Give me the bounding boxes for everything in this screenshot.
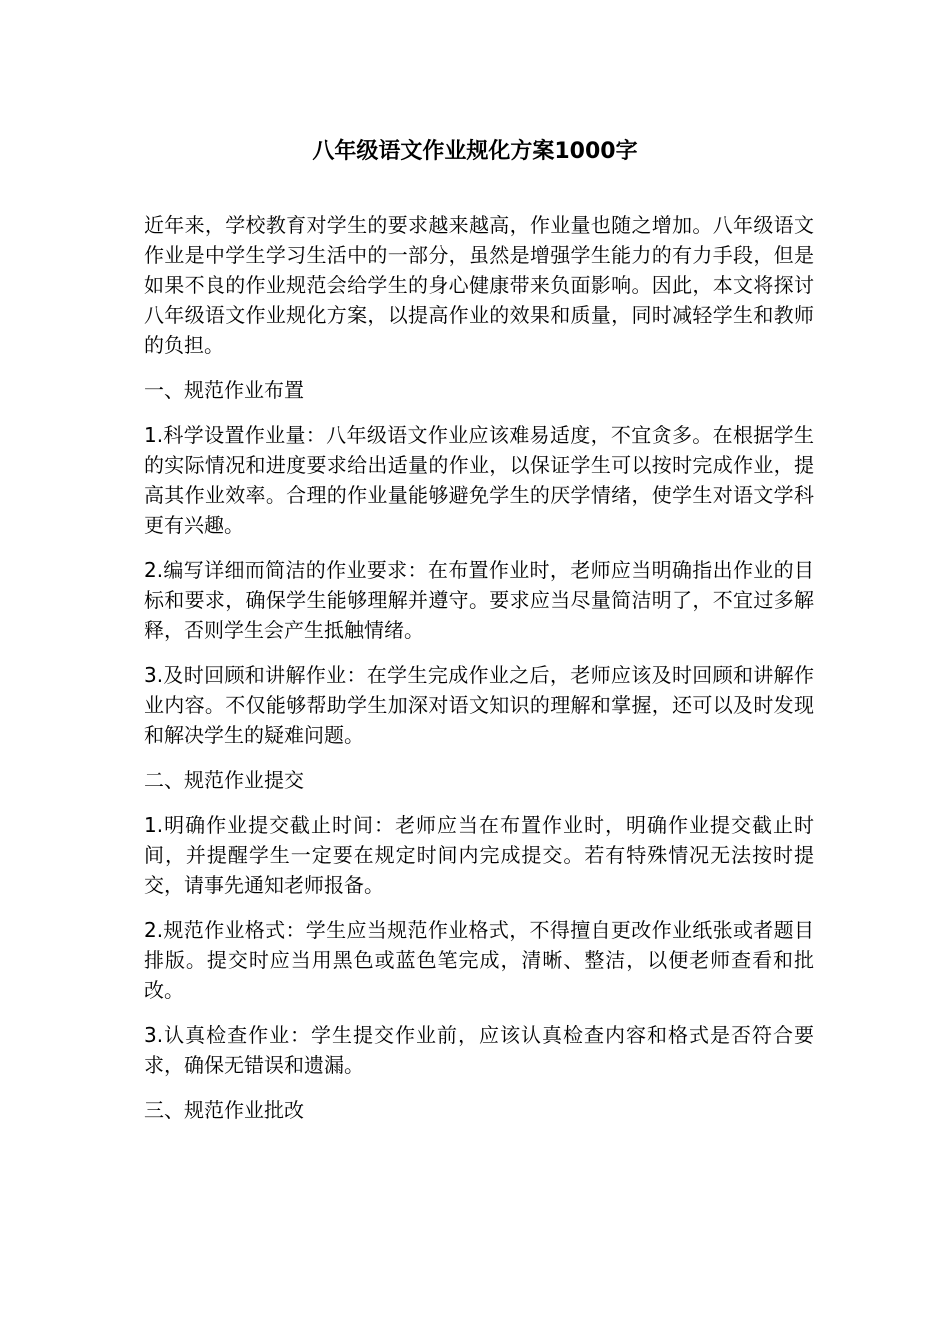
section-2-item-1: 1.明确作业提交截止时间：老师应当在布置作业时，明确作业提交截止时间，并提醒学生一定要在规定时间内完成提交。若有特殊情况无法按时提交，请事先通知老师报备。 <box>144 813 814 897</box>
section-2-item-3: 3.认真检查作业：学生提交作业前，应该认真检查内容和格式是否符合要求，确保无错误和遗漏。 <box>144 1023 814 1077</box>
intro-paragraph: 近年来，学校教育对学生的要求越来越高，作业量也随之增加。八年级语文作业是中学生学习生活中的一部分，虽然是增强学生能力的有力手段，但是如果不良的作业规范会给学生的身心健康带来负面影响。因此，本文将探讨八年级语文作业规化方案，以提高作业的效果和质量，同时减轻学生和教师的负担。 <box>144 213 814 357</box>
document-title: 八年级语文作业规化方案1000字 <box>312 139 638 164</box>
section-heading-3: 三、规范作业批改 <box>144 1098 304 1122</box>
section-1-item-1: 1.科学设置作业量：八年级语文作业应该难易适度，不宜贪多。在根据学生的实际情况和进度要求给出适量的作业，以保证学生可以按时完成作业，提高其作业效率。合理的作业量能够避免学生的厌学情绪，使学生对语文学科更有兴趣。 <box>144 423 814 537</box>
section-1-item-2: 2.编写详细而简洁的作业要求：在布置作业时，老师应当明确指出作业的目标和要求，确保学生能够理解并遵守。要求应当尽量简洁明了，不宜过多解释，否则学生会产生抵触情绪。 <box>144 558 814 642</box>
section-heading-1: 一、规范作业布置 <box>144 378 304 402</box>
section-1-item-3: 3.及时回顾和讲解作业：在学生完成作业之后，老师应该及时回顾和讲解作业内容。不仅能够帮助学生加深对语文知识的理解和掌握，还可以及时发现和解决学生的疑难问题。 <box>144 663 814 747</box>
section-2-item-2: 2.规范作业格式：学生应当规范作业格式，不得擅自更改作业纸张或者题目排版。提交时应当用黑色或蓝色笔完成，清晰、整洁，以便老师查看和批改。 <box>144 918 814 1002</box>
section-heading-2: 二、规范作业提交 <box>144 768 304 792</box>
document-body <box>144 210 814 1140</box>
